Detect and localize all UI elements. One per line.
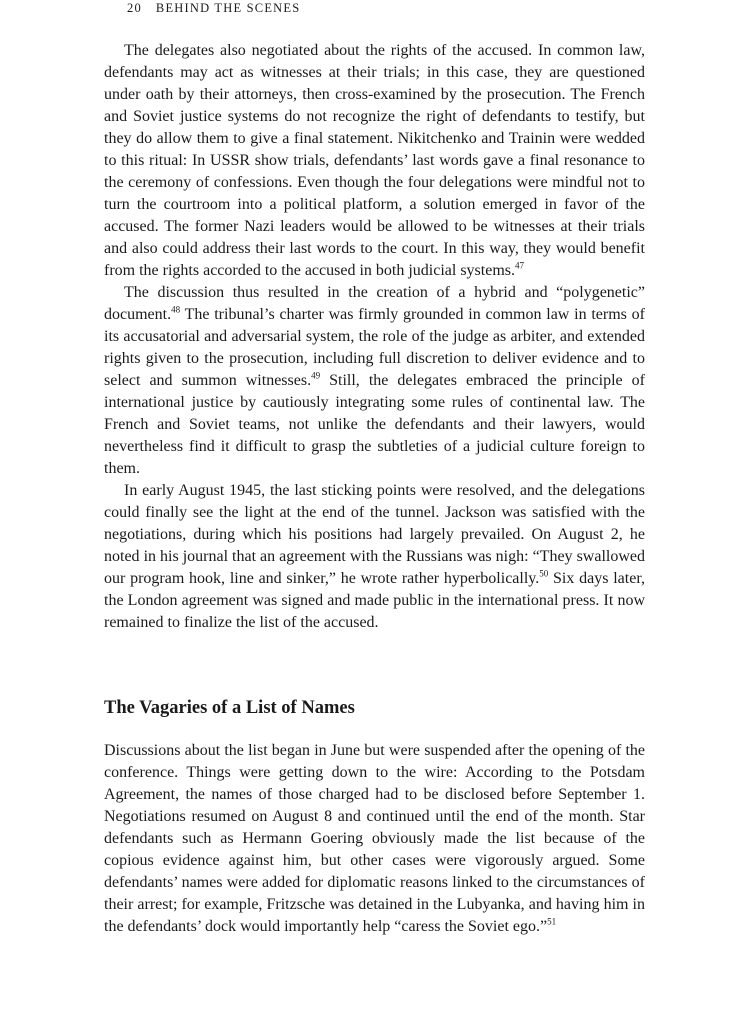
footnote-ref[interactable]: 50 [539,568,549,579]
page-number: 20 [127,1,142,15]
footnote-ref[interactable]: 49 [311,370,321,381]
running-title: BEHIND THE SCENES [155,1,301,15]
paragraph-august-1945: In early August 1945, the last sticking points were resolved, and the delegations could finally see the light at the end of the tunnel. Jackson was satisfied with the negotiations, during which his positions had largely prevailed. On August 2, he noted in his journal that an agreement with the Russians was nigh: “They swallowed our program hook, line and sinker,” he wrote rather hyperbolically.$^{50}$ Six days later, the London agreement was signed and made public in the international press. It now remained to finalize the list of the accused. [104,482,646,631]
footnote-ref[interactable]: 47 [515,260,524,271]
footnote-ref[interactable]: 51 [547,916,557,927]
paragraph-rights-of-accused: The delegates also negotiated about the rights of the accused. In common law, defendants may act as witnesses at their trials; in this case, they are questioned under oath by their attorneys, then cross-examined by the prosecution. The French and Soviet justice systems do not recognize the right of defendants to testify, but they do allow them to give a final statement. Nikitchenko and Trainin were wedded to this ritual: In USSR show trials, defendants’ last words gave a final resonance to the ceremony of confessions. Even though the four delegations were mindful not to turn the courtroom into a political platform, a solution emerged in favor of the accused. The former Nazi leaders would be allowed to be witnesses at their trials and also could address their last words to the court. In this way, they would benefit from the rights accorded to the accused in both judicial systems.$^{47}$ [104,42,645,279]
paragraph-hybrid-document: The discussion thus resulted in the creation of a hybrid and “polygenetic” document.$^{48}$ The tribunal’s charter was firmly grounded in common law in terms of its accusatorial and adversarial system, the role of the judge as arbiter, and extended rights given to the prosecution, including full discretion to deliver evidence and to select and summon witnesses.$^{49}$ Still, the delegates embraced the principle of international justice by cautiously integrating some rules of continental law. The French and Soviet teams, not unlike the defendants and their lawyers, would nevertheless find it difficult to grasp the subtleties of a judicial culture foreign to them. [104,284,646,477]
running-head [127,0,300,16]
text-block-upper [104,40,645,634]
paragraph-list-of-names: Discussions about the list began in June but were suspended after the opening of the conference. Things were getting down to the wire: According to the Potsdam Agreement, the names of those charged had to be disclosed before September 1. Negotiations resumed on August 8 and continued until the end of the month. Star defendants such as Hermann Goering obviously made the list because of the copious evidence against him, but other cases were vigorously argued. Some defendants’ names were added for diplomatic reasons linked to the circumstances of their arrest; for example, Fritzsche was detained in the Lubyanka, and having him in the defendants’ dock would importantly help “caress the Soviet ego.”$^{51}$ [104,742,645,935]
footnote-ref[interactable]: 48 [171,304,181,315]
section-heading: The Vagaries of a List of Names [104,698,355,718]
text-block-lower [104,740,645,938]
